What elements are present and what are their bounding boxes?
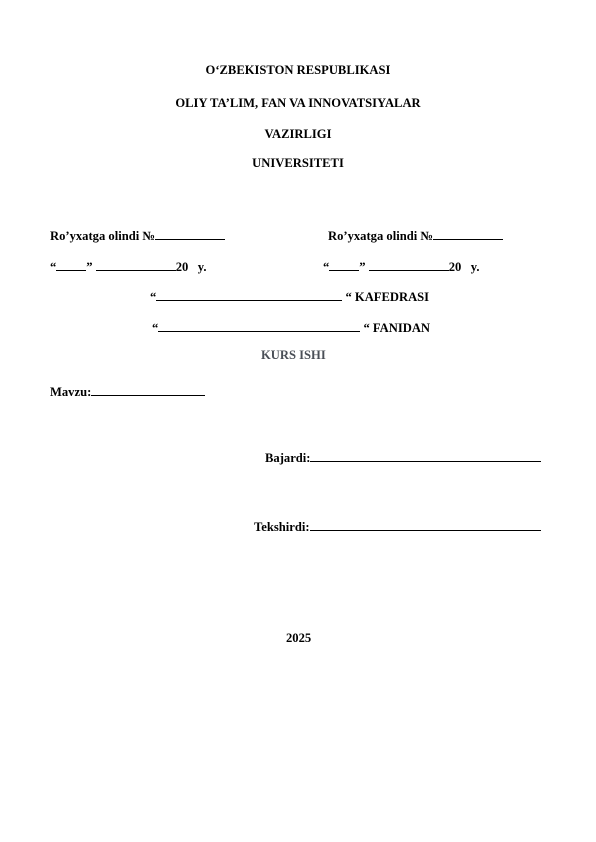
performed-field [310, 450, 541, 462]
checked-line [254, 519, 541, 534]
department-name-field [156, 289, 342, 301]
topic-line [50, 384, 205, 399]
header-university: UNIVERSITETI [252, 156, 344, 170]
registration-right-label: Ro’yxatga olindi № [328, 229, 434, 243]
registration-left [50, 228, 225, 243]
checked-field [310, 519, 541, 531]
subject-name-field [158, 320, 360, 332]
header-country: O‘ZBEKISTON RESPUBLIKASI [205, 63, 391, 77]
performed-line [265, 450, 541, 465]
registration-left-date: “ ” 20 y. [50, 260, 207, 274]
registration-right-number-field [433, 228, 503, 240]
registration-right-date: “ ” 20 y. [323, 260, 480, 274]
year: 2025 [286, 631, 312, 645]
header-ministry-cont: VAZIRLIGI [264, 127, 332, 141]
registration-left-label: Ro’yxatga olindi № [50, 229, 156, 243]
left-month-field [96, 259, 176, 271]
right-month-field [369, 259, 449, 271]
work-title: KURS ISHI [261, 348, 326, 362]
checked-label: Tekshirdi: [254, 520, 310, 534]
registration-left-number-field [155, 228, 225, 240]
right-day-field [329, 259, 359, 271]
topic-field [91, 384, 205, 396]
header-ministry: OLIY TA’LIM, FAN VA INNOVATSIYALAR [175, 96, 421, 110]
left-day-field [56, 259, 86, 271]
department-line: “ “ KAFEDRASI [150, 290, 430, 304]
registration-right [328, 228, 503, 243]
performed-label: Bajardi: [265, 451, 311, 465]
subject-line: “ “ FANIDAN [152, 321, 431, 335]
topic-label: Mavzu: [50, 385, 92, 399]
